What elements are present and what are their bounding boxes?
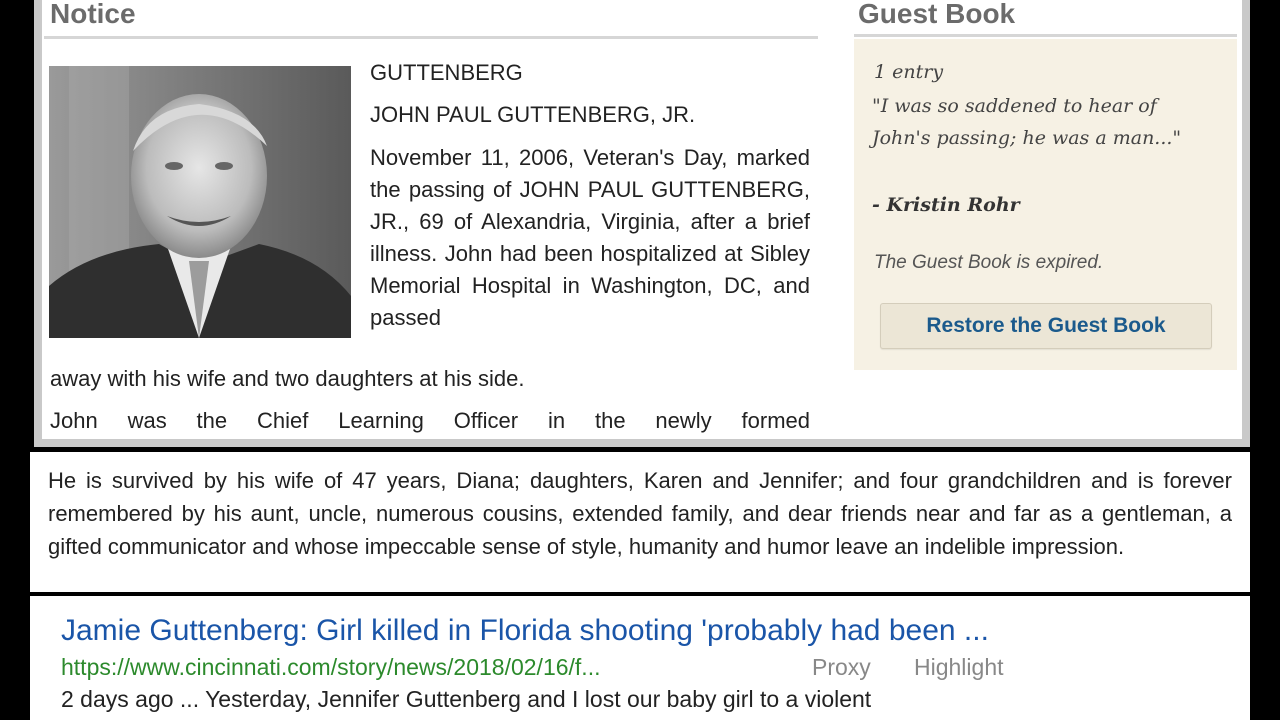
deceased-surname: GUTTENBERG — [370, 60, 523, 85]
search-result-url[interactable]: https://www.cincinnati.com/story/news/2018/02/16/f... — [61, 654, 601, 680]
guest-book-divider — [854, 34, 1237, 37]
obituary-content — [42, 0, 1242, 439]
survivors-panel — [30, 452, 1250, 592]
restore-guest-book-button[interactable]: Restore the Guest Book — [880, 303, 1212, 349]
guest-book-heading: Guest Book — [858, 0, 1016, 29]
search-result-title-link[interactable]: Jamie Guttenberg: Girl killed in Florida shooting 'probably had been ... — [61, 614, 989, 647]
survivors-paragraph: He is survived by his wife of 47 years, Diana; daughters, Karen and Jennifer; and four grandchildren and is forever remembered by his aunt, uncle, numerous cousins, extended family, and dear friends near and far as a gentleman, a gifted communicator and whose impeccable sense of style, humanity and humor leave an indelible impression. — [48, 468, 1232, 559]
proxy-link[interactable]: Proxy — [812, 654, 871, 680]
guest-book-box — [854, 39, 1237, 370]
obituary-panel — [34, 0, 1250, 447]
obituary-paragraph-2: John was the Chief Learning Officer in the newly formed — [50, 408, 810, 433]
highlight-link[interactable]: Highlight — [914, 654, 1004, 680]
guest-book-expired-text: The Guest Book is expired. — [874, 252, 1104, 273]
guest-book-entry-count: 1 entry — [874, 61, 944, 83]
guest-book-quote: "I was so saddened to hear of John's passing; he was a man..." — [872, 95, 1182, 149]
notice-divider — [44, 36, 818, 39]
deceased-full-name: JOHN PAUL GUTTENBERG, JR. — [370, 102, 696, 127]
guest-book-author: - Kristin Rohr — [872, 194, 1020, 216]
notice-heading: Notice — [50, 0, 136, 29]
portrait-photo — [49, 66, 351, 338]
obituary-paragraph-1: November 11, 2006, Veteran's Day, marked the passing of JOHN PAUL GUTTENBERG, JR., 69 of Alexandria, Virginia, after a brief illness. John had been hospitalized at Sibley Memorial Hospital in Washington, DC, and passed — [370, 145, 810, 330]
search-result-snippet: 2 days ago ... Yesterday, Jennifer Guttenberg and I lost our baby girl to a violent — [61, 686, 872, 712]
search-result — [30, 596, 1250, 720]
obituary-paragraph-1-end: away with his wife and two daughters at his side. — [50, 366, 525, 391]
